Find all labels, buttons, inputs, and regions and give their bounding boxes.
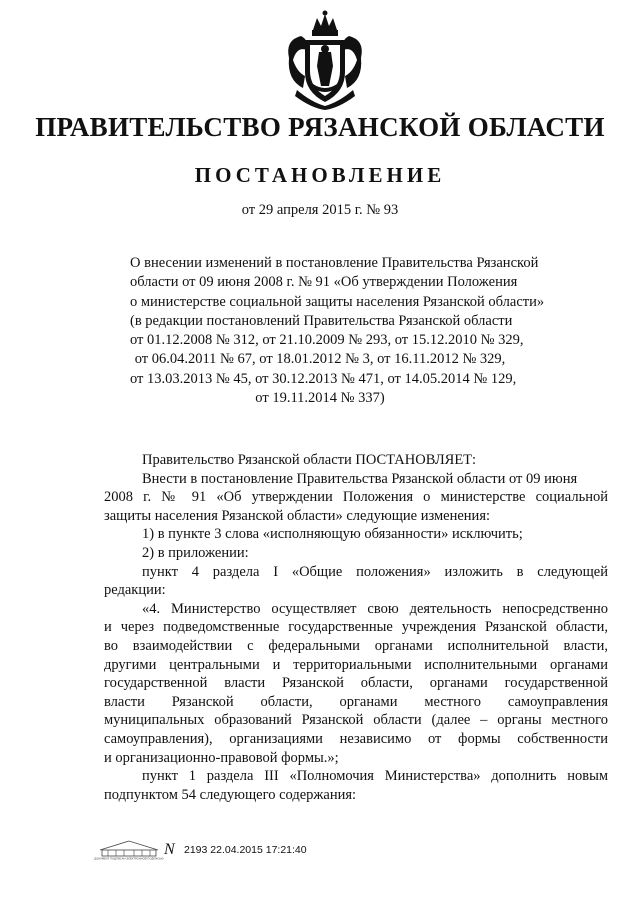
document-type: ПОСТАНОВЛЕНИЕ (194, 163, 446, 187)
body-line: государственной власти Рязанской области, органами государственной (104, 675, 608, 692)
registration-footer (94, 838, 418, 862)
subject-line: О внесении изменений в постановление Правительства Рязанской (130, 255, 539, 271)
body-line: власти Рязанской области, органами местного самоуправления (104, 693, 608, 710)
subject-line: (в редакции постановлений Правительства Рязанской области (130, 312, 513, 329)
body-line: защиты населения Рязанской области» следующие изменения: (104, 507, 491, 524)
document-date-number: от 29 апреля 2015 г. № 93 (241, 202, 399, 218)
stamp-text: ДОКУМЕНТ ПОДПИСАН ЭЛЕКТРОННОЙ ПОДПИСЬЮ (94, 857, 164, 861)
coat-of-arms-icon (283, 10, 367, 110)
registration-info: 2193 22.04.2015 17:21:40 (184, 844, 307, 856)
body-line: во взаимодействии с федеральными органами исполнительной власти, (104, 637, 608, 654)
body-line: пункт 1 раздела III «Полномочия Министерства» дополнить новым (142, 768, 608, 785)
subject-line: от 06.04.2011 № 67, от 18.01.2012 № 3, от 16.11.2012 № 329, (134, 351, 506, 368)
subject-line: от 19.11.2014 № 337) (255, 390, 385, 407)
subject-line: от 01.12.2008 № 312, от 21.10.2009 № 293, от 15.12.2010 № 329, (130, 332, 524, 349)
subject-line: от 13.03.2013 № 45, от 30.12.2013 № 471, от 14.05.2014 № 129, (130, 370, 517, 387)
subject-line: о министерстве социальной защиты населения Рязанской области» (130, 293, 545, 310)
subject-line: области от 09 июня 2008 г. № 91 «Об утверждении Положения (130, 274, 518, 291)
sign-mark: N (164, 841, 175, 858)
government-name: ПРАВИТЕЛЬСТВО РЯЗАНСКОЙ ОБЛАСТИ (35, 112, 605, 142)
body-line: 1) в пункте 3 слова «исполняющую обязанности» исключить; (142, 526, 523, 543)
body-line: подпунктом 54 следующего содержания: (104, 786, 357, 803)
body-line: и организационно-правовой формы.»; (104, 749, 339, 766)
body-line: Правительство Рязанской области ПОСТАНОВЛЯЕТ: (142, 452, 477, 468)
document-body (104, 451, 608, 804)
body-line: муниципальных образований Рязанской области (далее – органы местного (104, 712, 608, 729)
building-stamp-icon (94, 838, 164, 861)
body-line: самоуправления), организациями независимо от формы собственности (104, 730, 608, 747)
body-line: «4. Министерство осуществляет свою деятельность непосредственно (142, 600, 608, 617)
body-line: и через подведомственные государственные учреждения Рязанской области, (104, 619, 608, 636)
document-subject (130, 254, 545, 408)
body-line: другими центральными и территориальными исполнительными органами (104, 656, 608, 673)
body-line: редакции: (104, 582, 166, 599)
body-line: 2) в приложении: (142, 544, 249, 561)
body-line: пункт 4 раздела I «Общие положения» изложить в следующей (142, 563, 608, 580)
body-line: Внести в постановление Правительства Рязанской области от 09 июня (142, 470, 578, 487)
body-line: 2008 г. № 91 «Об утверждении Положения о министерстве социальной (104, 489, 608, 506)
